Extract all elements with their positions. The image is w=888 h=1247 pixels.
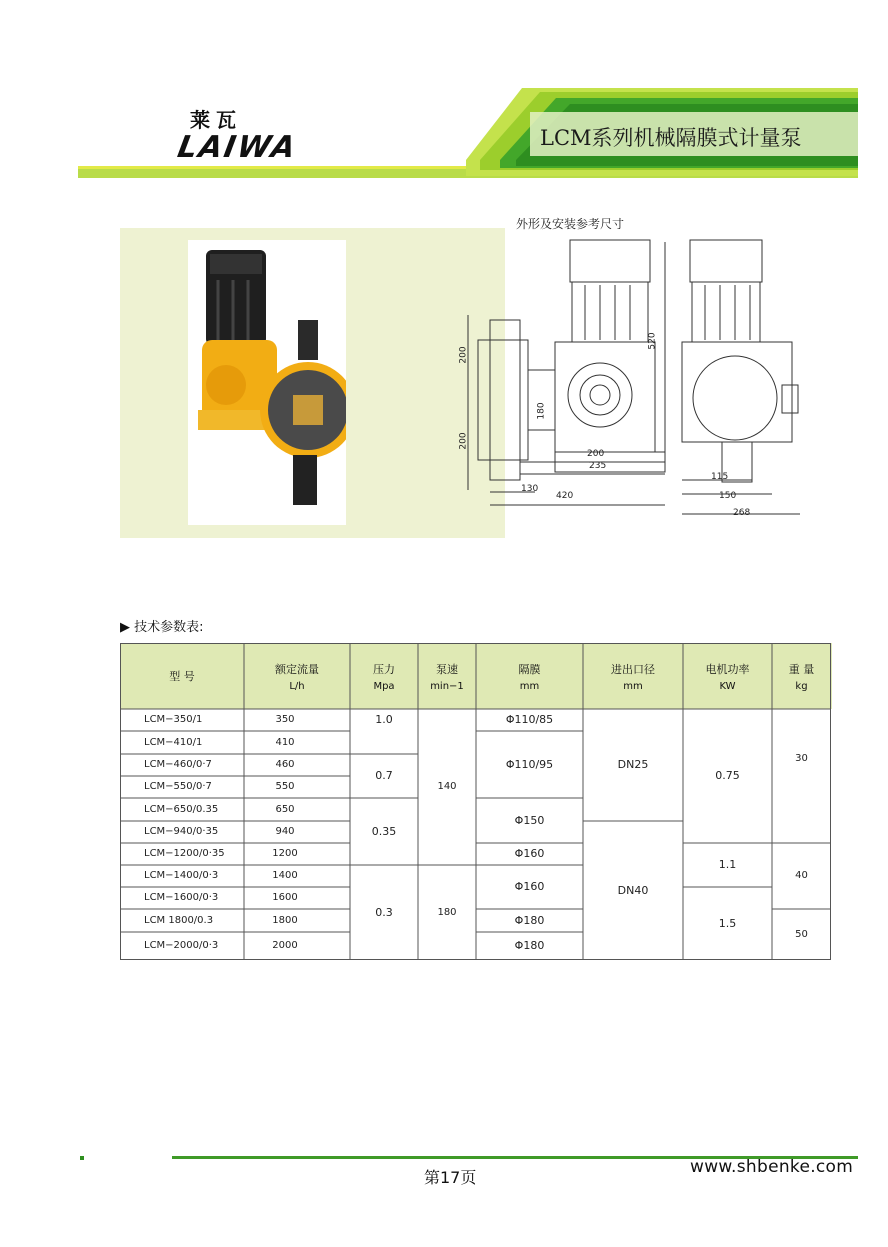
cell-model: LCM 1800/0.3 (144, 914, 214, 926)
header-banner (0, 0, 888, 200)
cell-model: LCM−2000/0·3 (144, 940, 219, 951)
spec-table (120, 643, 832, 961)
cell-power: 0.75 (715, 769, 740, 782)
cell-weight: 40 (795, 870, 808, 881)
cell-diaphragm: Φ160 (514, 847, 545, 860)
cell-power: 1.1 (718, 858, 737, 871)
cell-weight: 50 (795, 928, 808, 940)
dim-200b: 200 (458, 432, 469, 450)
cell-port: DN25 (617, 758, 649, 771)
dim-130: 130 (521, 484, 539, 494)
cell-diaphragm: Φ150 (514, 813, 545, 827)
logo-chinese: 莱瓦 (190, 108, 242, 132)
cell-flow: 1400 (272, 870, 298, 881)
cell-flow: 940 (275, 826, 295, 837)
cell-flow: 1600 (272, 892, 298, 903)
cell-flow: 410 (275, 736, 295, 748)
page-title: LCM系列机械隔膜式计量泵 (540, 126, 802, 150)
cell-model: LCM−1600/0·3 (144, 892, 219, 903)
cell-port: DN40 (617, 883, 649, 897)
header-weight: 重 量 kg (788, 662, 815, 692)
cell-model: LCM−940/0·35 (144, 826, 219, 837)
cell-flow: 650 (275, 803, 295, 815)
cell-diaphragm: Φ180 (514, 913, 545, 927)
cell-diaphragm: Φ160 (514, 880, 545, 893)
cell-flow: 350 (275, 714, 295, 725)
section-title: ▶ 技术参数表: (120, 620, 204, 635)
cell-diaphragm: Φ110/95 (505, 757, 554, 771)
pump-photo (188, 240, 346, 525)
dim-180: 180 (536, 402, 547, 420)
dim-200c: 200 (587, 449, 605, 459)
cell-model: LCM−1400/0·3 (144, 870, 219, 881)
dim-200a: 200 (458, 346, 469, 364)
cell-flow: 550 (275, 781, 295, 792)
cell-flow: 1800 (272, 914, 298, 926)
cell-diaphragm: Φ110/85 (505, 713, 554, 726)
cell-model: LCM−1200/0·35 (144, 848, 225, 859)
header-power: 电机功率 KW (705, 662, 750, 692)
dim-268: 268 (733, 508, 751, 518)
logo-english: LAIWA (174, 130, 300, 165)
cell-flow: 1200 (272, 848, 298, 859)
cell-pressure: 1.0 (375, 713, 393, 726)
header-port: 进出口径 mm (611, 662, 655, 692)
dim-235: 235 (589, 461, 607, 471)
cell-model: LCM−460/0·7 (144, 759, 212, 770)
cell-flow: 2000 (272, 940, 298, 951)
cell-power: 1.5 (718, 916, 737, 930)
header-speed: 泵速 min−1 (430, 662, 464, 692)
page-number: 第17页 (424, 1168, 477, 1187)
header-model: 型 号 (169, 670, 195, 683)
cell-model: LCM−410/1 (144, 736, 203, 748)
cell-pressure: 0.35 (371, 824, 397, 838)
cell-model: LCM−650/0.35 (144, 803, 219, 815)
cell-speed: 140 (437, 781, 457, 792)
dimension-drawing (460, 230, 840, 530)
header-flow: 额定流量 L/h (275, 662, 319, 692)
header-diaphragm: 隔膜 mm (518, 662, 541, 692)
cell-pressure: 0.7 (375, 769, 393, 782)
website-link[interactable]: www.shbenke.com (690, 1157, 854, 1177)
dimension-caption: 外形及安装参考尺寸 (516, 217, 625, 231)
cell-diaphragm: Φ180 (514, 939, 545, 952)
cell-flow: 460 (275, 759, 295, 770)
header-pressure: 压力 Mpa (373, 662, 395, 692)
cell-pressure: 0.3 (375, 905, 393, 919)
cell-weight: 30 (795, 753, 808, 764)
dim-150: 150 (719, 491, 737, 501)
dim-420: 420 (556, 491, 574, 501)
dim-520: 520 (647, 332, 658, 350)
cell-model: LCM−550/0·7 (144, 781, 212, 792)
cell-speed: 180 (437, 906, 457, 918)
cell-model: LCM−350/1 (144, 714, 203, 725)
dim-115: 115 (711, 472, 729, 482)
